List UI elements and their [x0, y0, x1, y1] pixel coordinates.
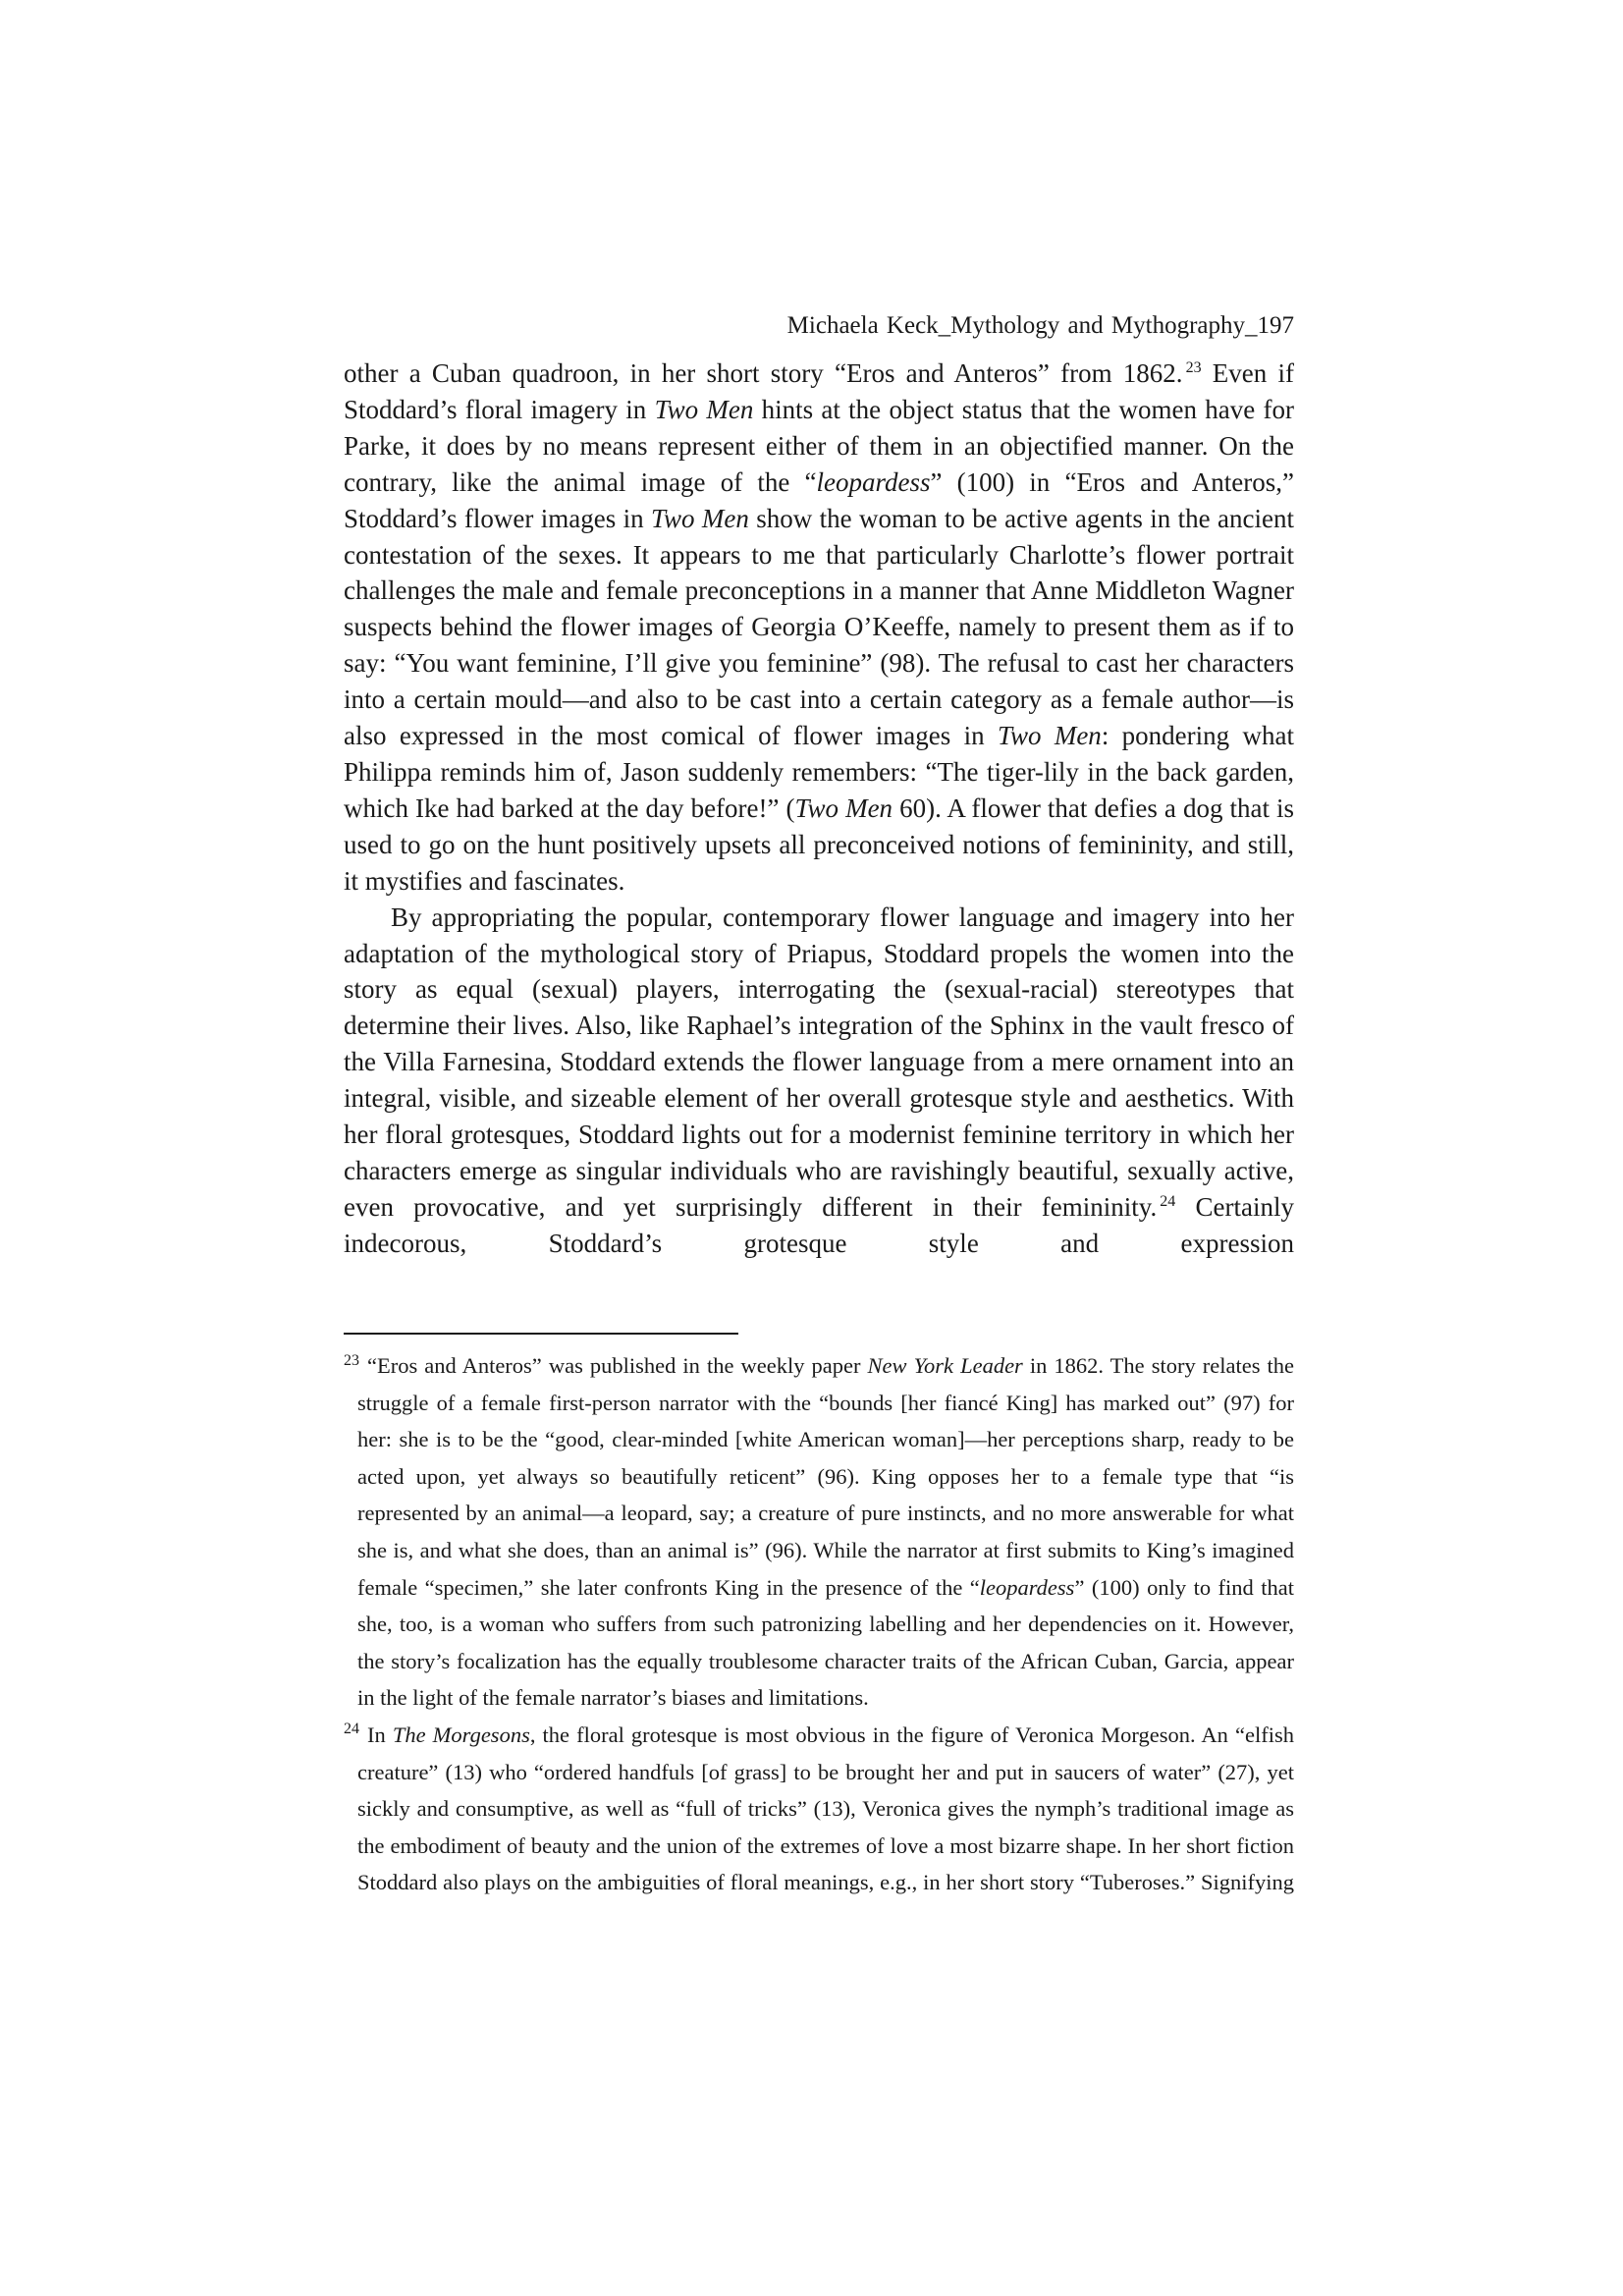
footnote-ref-23[interactable]: 23 — [1185, 359, 1202, 376]
running-head: Michaela Keck_Mythology and Mythography_197 — [786, 312, 1294, 339]
footnote-24: $^{24}$ In The Morgesons, the floral grotesque is most obvious in the figure of Veronica Morgeson. An “elfish creature” (13) who “ordered handfuls [of grass] to be brought her and put in saucers of water” (27), yet sickly and consumptive, as well as “full of tricks” (13), Veronica gives the nymph’s traditional image as the embodiment of beauty and the union of the extremes of love a most bizarre shape. In her short fiction Stoddard also plays on the ambiguities of floral meanings, e.g., in her short story “Tuberoses.” Signifying — [344, 1721, 1294, 1895]
paragraph-2: By appropriating the popular, contemporary flower language and imagery into her adaptation of the mythological story of Priapus, Stoddard propels the women into the story as equal (sexual) players, interrogating the (sexual-racial) stereotypes that determine their lives. Also, like Raphael’s integration of the Sphinx in the vault fresco of the Villa Farnesina, Stoddard extends the flower language from a mere ornament into an integral, visible, and sizeable element of her overall grotesque style and aesthetics. With her floral grotesques, Stoddard lights out for a modernist feminine territory in which her characters emerge as singular individuals who are ravishingly beautiful, sexually active, even provocative, and yet surprisingly different in their femininity. $^{24}$ Certainly indecorous, Stoddard’s grotesque style and expression — [344, 902, 1294, 1258]
paragraph-1: other a Cuban quadroon, in her short story “Eros and Anteros” from 1862. $^{23}$ Even if Stoddard’s floral imagery in Two Men hints at the object status that the women have for Parke, it does by no means represent either of them in an objectified manner. On the contrary, like the animal image of the “leopardess” (100) in “Eros and Anteros,” Stoddard’s flower images in Two Men show the woman to be active agents in the ancient contestation of the sexes. It appears to me that particularly Charlotte’s flower portrait challenges the male and female preconceptions in a manner that Anne Middleton Wagner suspects behind the flower images of Georgia O’Keeffe, namely to present them as if to say: “You want feminine, I’ll give you feminine” (98). The refusal to cast her characters into a certain mould—and also to be cast into a certain category as a female author—is also expressed in the most comical of flower images in Two Men: pondering what Philippa reminds him of, Jason suddenly remembers: “The tiger-lily in the back garden, which Ike had barked at the day before!” (Two Men 60). A flower that defies a dog that is used to go on the hunt positively upsets all preconceived notions of femininity, and still, it mystifies and fascinates. — [344, 358, 1295, 896]
footnotes — [344, 1347, 1294, 1901]
body-text — [344, 355, 1294, 1262]
footnote-23: $^{23}$ “Eros and Anteros” was published in the weekly paper New York Leader in 1862. The story relates the struggle of a female first-person narrator with the “bounds [her fiancé King] has marked out” (97) for her: she is to be the “good, clear-minded [white American woman]—her perceptions sharp, ready to be acted upon, yet always so beautifully reticent” (96). King opposes her to a female type that “is represented by an animal—a leopard, say; a creature of pure instincts, and no more answerable for what she is, and what she does, than an animal is” (96). While the narrator at first submits to King’s imagined female “specimen,” she later confronts King in the presence of the “leopardess” (100) only to find that she, too, is a woman who suffers from such patronizing labelling and her dependencies on it. However, the story’s focalization has the equally troublesome character traits of the African Cuban, Garcia, appear in the light of the female narrator’s biases and limitations. — [344, 1351, 1294, 1711]
footnote-ref-24[interactable]: 24 — [1160, 1192, 1176, 1210]
footnote-mark: 23 — [344, 1351, 359, 1369]
footnote-divider — [344, 1333, 738, 1335]
footnote-mark: 24 — [344, 1721, 359, 1738]
